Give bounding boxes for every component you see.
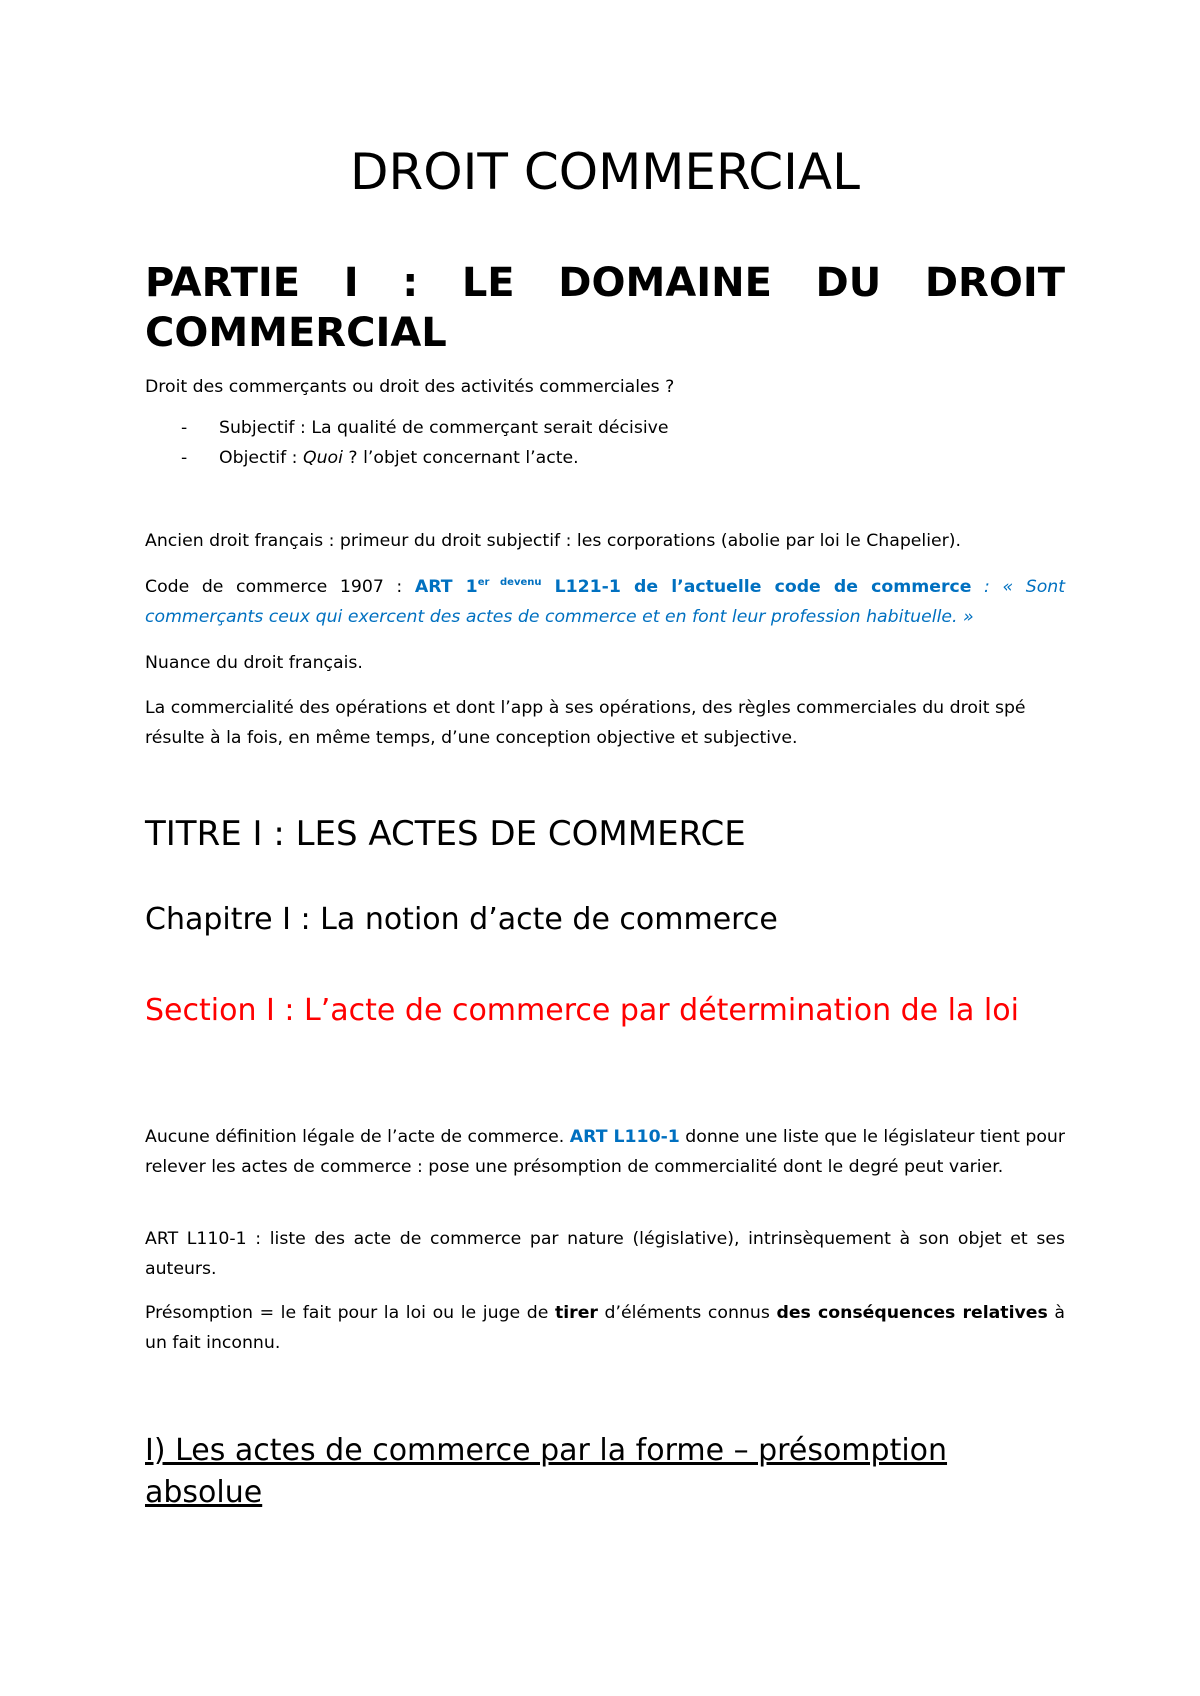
titre-heading: TITRE I : LES ACTES DE COMMERCE xyxy=(145,814,746,854)
bullet-sep: : xyxy=(286,448,303,468)
bullet-list xyxy=(145,413,1065,473)
document-title: DROIT COMMERCIAL xyxy=(350,143,860,201)
code-paragraph xyxy=(145,572,1065,632)
commercialite-paragraph: La commercialité des opérations et dont l’app à ses opérations, des règles commerciales du droit spé résulte à la fois, en même temps, d’une conception objective et subjective. xyxy=(145,698,1026,748)
chapitre-heading: Chapitre I : La notion d’acte de commerce xyxy=(145,902,778,937)
section-heading: Section I : L’acte de commerce par détermination de la loi xyxy=(145,993,1019,1028)
art-l110-paragraph: ART L110-1 : liste des acte de commerce par nature (législative), intrinsèquement à son objet et ses auteurs. xyxy=(145,1229,1065,1279)
sub-heading: I) Les actes de commerce par la forme – présomption absolue xyxy=(145,1433,948,1510)
code-quote: : « Sont commerçants ceux qui exercent des actes de commerce et en font leur profession habituelle. » xyxy=(145,577,1065,627)
ancien-paragraph: Ancien droit français : primeur du droit subjectif : les corporations (abolie par loi le Chapelier). xyxy=(145,531,961,551)
partie-heading: PARTIE I : LE DOMAINE DU DROIT COMMERCIAL xyxy=(145,260,1065,356)
question-paragraph: Droit des commerçants ou droit des activités commerciales ? xyxy=(145,377,675,397)
bullet-italic: Quoi xyxy=(302,448,343,468)
dash-marker: - xyxy=(181,418,188,438)
aucune-paragraph xyxy=(145,1122,1065,1182)
presomption-a: Présomption = le fait pour la loi ou le juge de xyxy=(145,1303,555,1323)
code-art: ART 1 xyxy=(414,577,478,597)
bullet-text: ? l’objet concernant l’acte. xyxy=(342,448,579,468)
presomption-e: à un fait inconnu. xyxy=(145,1303,1065,1353)
bullet-text: La qualité de commerçant serait décisive xyxy=(311,418,669,438)
bullet-term: Objectif xyxy=(219,448,287,468)
presomption-b: tirer xyxy=(554,1303,598,1323)
bullet-subjectif xyxy=(145,413,1065,443)
code-ref: L121-1 de l’actuelle code de commerce xyxy=(541,577,972,597)
code-sup: er devenu xyxy=(477,577,542,588)
aucune-before: Aucune définition légale de l’acte de commerce. xyxy=(145,1127,570,1147)
aucune-art: ART L110-1 xyxy=(569,1127,680,1147)
aucune-after: donne une liste que le législateur tient pour relever les actes de commerce : pose une présomption de commercialité dont le degré peut varier. xyxy=(145,1127,1065,1177)
nuance-paragraph: Nuance du droit français. xyxy=(145,653,363,673)
bullet-objectif xyxy=(145,443,1065,473)
code-lead: Code de commerce 1907 : xyxy=(145,577,415,597)
bullet-sep: : xyxy=(294,418,312,438)
bullet-term: Subjectif xyxy=(219,418,295,438)
presomption-paragraph xyxy=(145,1298,1065,1358)
dash-marker: - xyxy=(181,448,188,468)
presomption-d: des conséquences relatives xyxy=(776,1303,1048,1323)
presomption-c: d’éléments connus xyxy=(597,1303,777,1323)
